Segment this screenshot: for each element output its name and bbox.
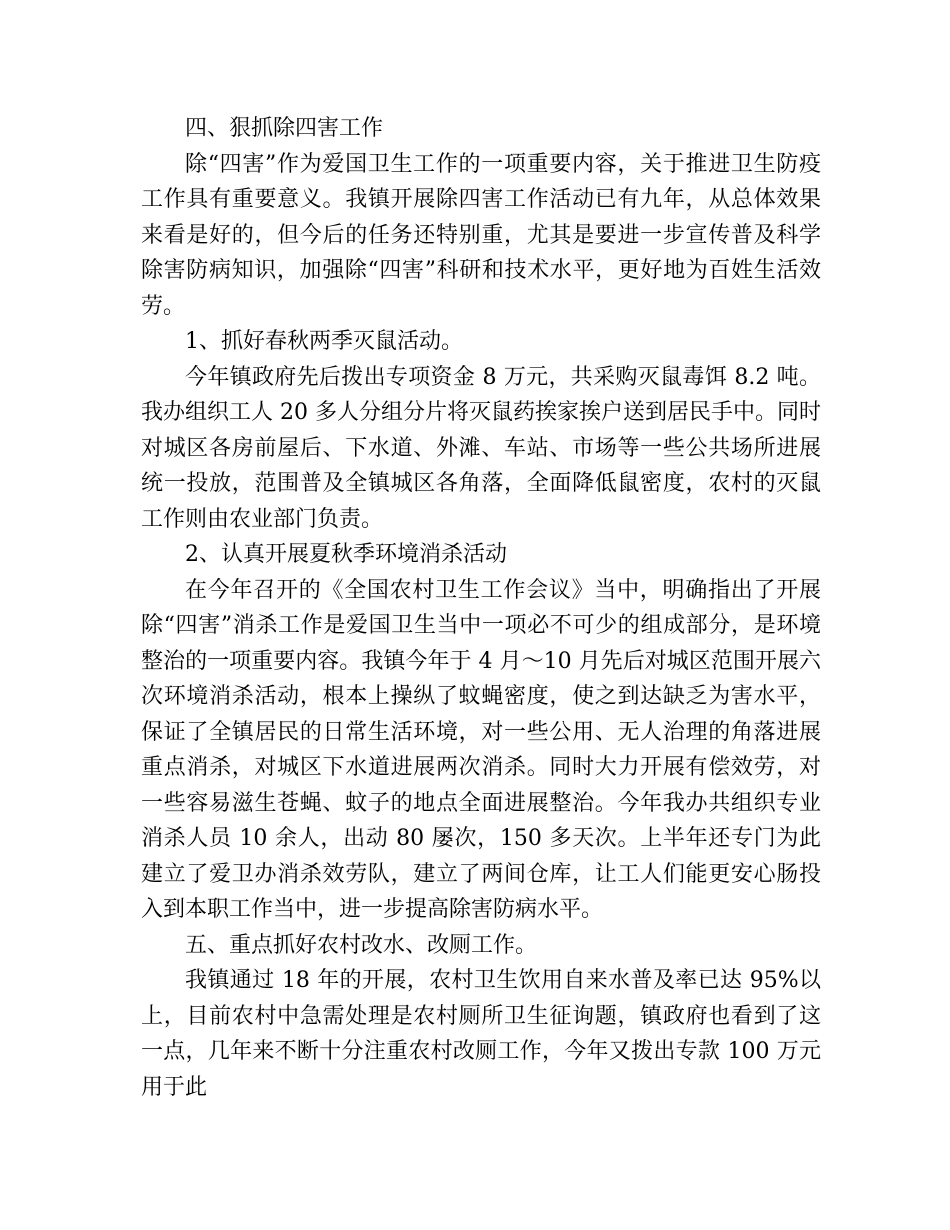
heading-section-four: 四、狠抓除四害工作	[185, 116, 384, 141]
paragraph-disinfection: 在今年召开的《全国农村卫生工作会议》当中，明确指出了开展除“四害”消杀工作是爱国卫生当中一项必不可少的组成部分，是环境整治的一项重要内容。我镇今年于 4 月～10 月先后对城区范围开展六次环境消杀活动，根本上操纵了蚊蝇密度，使之到达缺乏为害水平，保证了全镇居民的日常生活环境，对一些公用、无人治理的角落进展重点消杀，对城区下水道进展两次消杀。同时大力开展有偿效劳，对一些容易滋生苍蝇、蚊子的地点全面进展整治。今年我办共组织专业消杀人员 10 余人，出动 80 屡次，150 多天次。上半年还专门为此建立了爱卫办消杀效劳队，建立了两间仓库，让工人们能更安心肠投入到本职工作当中，进一步提高除害防病水平。	[141, 577, 821, 922]
paragraph-rodent-control: 今年镇政府先后拨出专项资金 8 万元，共采购灭鼠毒饵 8.2 吨。我办组织工人 20 多人分组分片将灭鼠药挨家挨户送到居民手中。同时对城区各房前屋后、下水道、外滩、车站、市场等一些公共场所进展统一投放，范围普及全镇城区各角落，全面降低鼠密度，农村的灭鼠工作则由农业部门负责。	[141, 364, 821, 532]
paragraph-water-toilet: 我镇通过 18 年的开展，农村卫生饮用自来水普及率已达 95%以上，目前农村中急需处理是农村厕所卫生征询题，镇政府也看到了这一点，几年来不断十分注重农村改厕工作，今年又拨出专款 100 万元用于此	[141, 968, 821, 1100]
paragraph-pest-control-intro: 除“四害”作为爱国卫生工作的一项重要内容，关于推进卫生防疫工作具有重要意义。我镇开展除四害工作活动已有九年，从总体效果来看是好的，但今后的任务还特别重，尤其是要进一步宣传普及科学除害防病知识，加强除“四害”科研和技术水平，更好地为百姓生活效劳。	[141, 151, 821, 319]
subheading-rodent-control: 1、抓好春秋两季灭鼠活动。	[185, 329, 463, 354]
subheading-disinfection: 2、认真开展夏秋季环境消杀活动	[185, 542, 507, 567]
heading-section-five: 五、重点抓好农村改水、改厕工作。	[185, 932, 538, 958]
document-body	[141, 111, 821, 1105]
